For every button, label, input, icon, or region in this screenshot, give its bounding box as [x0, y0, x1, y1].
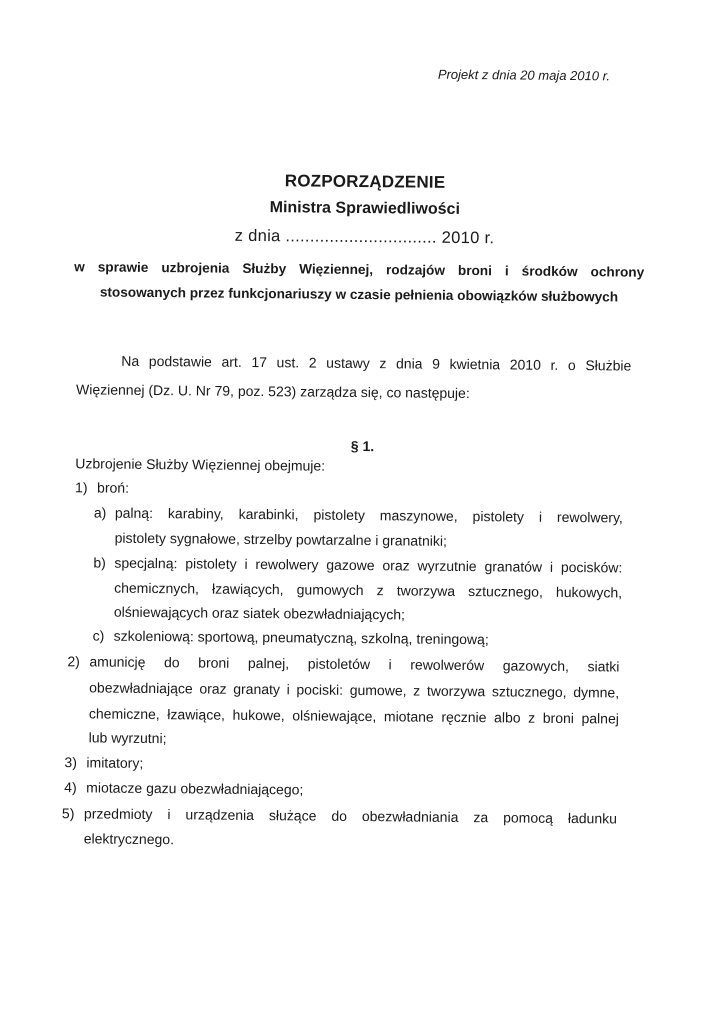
- item-1c-letter: c): [92, 627, 105, 644]
- item-1-text: broń:: [97, 479, 130, 496]
- item-4-number: 4): [64, 779, 77, 796]
- item-3-number: 3): [64, 754, 77, 771]
- document-title: ROZPORZĄDZENIE: [284, 171, 446, 192]
- subject-line-2: stosowanych przez funkcjonariuszy w czasie pełnienia obowiązków służbowych: [99, 284, 619, 305]
- item-3-text: imitatory;: [86, 754, 144, 771]
- issuer-line: Ministra Sprawiedliwości: [269, 199, 461, 218]
- item-4-text: miotacze gazu obezwładniającego;: [86, 779, 304, 798]
- item-2-line-1: amunicję do broni palnej, pistoletów i rewolwerów gazowych, siatki: [89, 653, 620, 675]
- subject-line-1: w sprawie uzbrojenia Służby Więziennej, rodzajów broni i środków ochrony: [74, 259, 645, 280]
- preamble-line-2: Więziennej (Dz. U. Nr 79, poz. 523) zarządza się, co następuje:: [75, 381, 470, 402]
- item-1b-line-3: olśniewających oraz siatek obezwładniających;: [113, 603, 406, 623]
- item-1a-line-1: palną: karabiny, karabinki, pistolety maszynowe, pistolety i rewolwery,: [114, 504, 623, 526]
- item-1a-line-2: pistolety sygnałowe, strzelby powtarzalne i granatniki;: [114, 529, 447, 549]
- item-2-number: 2): [67, 653, 80, 670]
- item-2-line-3: chemiczne, łzawiące, hukowe, olśniewające, miotane ręcznie albo z broni palnej: [88, 705, 619, 727]
- draft-note: Projekt z dnia 20 maja 2010 r.: [437, 66, 611, 84]
- item-5-line-2: elektrycznego.: [83, 830, 175, 848]
- item-1b-line-1: specjalną: pistolety i rewolwery gazowe oraz wyrzutnie granatów i pocisków:: [114, 554, 623, 576]
- item-1a-letter: a): [93, 504, 107, 521]
- item-5-line-1: przedmioty i urządzenia służące do obezwładniania za pomocą ładunku: [83, 805, 618, 827]
- preamble-line-1: Na podstawie art. 17 ust. 2 ustawy z dnia 9 kwietnia 2010 r. o Służbie: [121, 352, 632, 374]
- item-1-number: 1): [75, 479, 88, 496]
- paragraph-mark: § 1.: [350, 437, 375, 455]
- item-1b-line-2: chemicznych, łzawiących, gumowych z tworzywa sztucznego, hukowych,: [114, 579, 623, 601]
- item-2-line-4: lub wyrzutni;: [88, 729, 167, 747]
- item-5-number: 5): [61, 805, 75, 822]
- item-1c-line-1: szkoleniową: sportową, pneumatyczną, szkolną, treningową;: [113, 627, 489, 648]
- item-2-line-2: obezwładniające oraz granaty i pociski: gumowe, z tworzywa sztucznego, dymne,: [89, 679, 620, 701]
- list-intro: Uzbrojenie Służby Więziennej obejmuje:: [75, 455, 326, 474]
- item-1b-letter: b): [93, 554, 106, 571]
- date-line: z dnia ............................... 2010 r.: [234, 226, 495, 248]
